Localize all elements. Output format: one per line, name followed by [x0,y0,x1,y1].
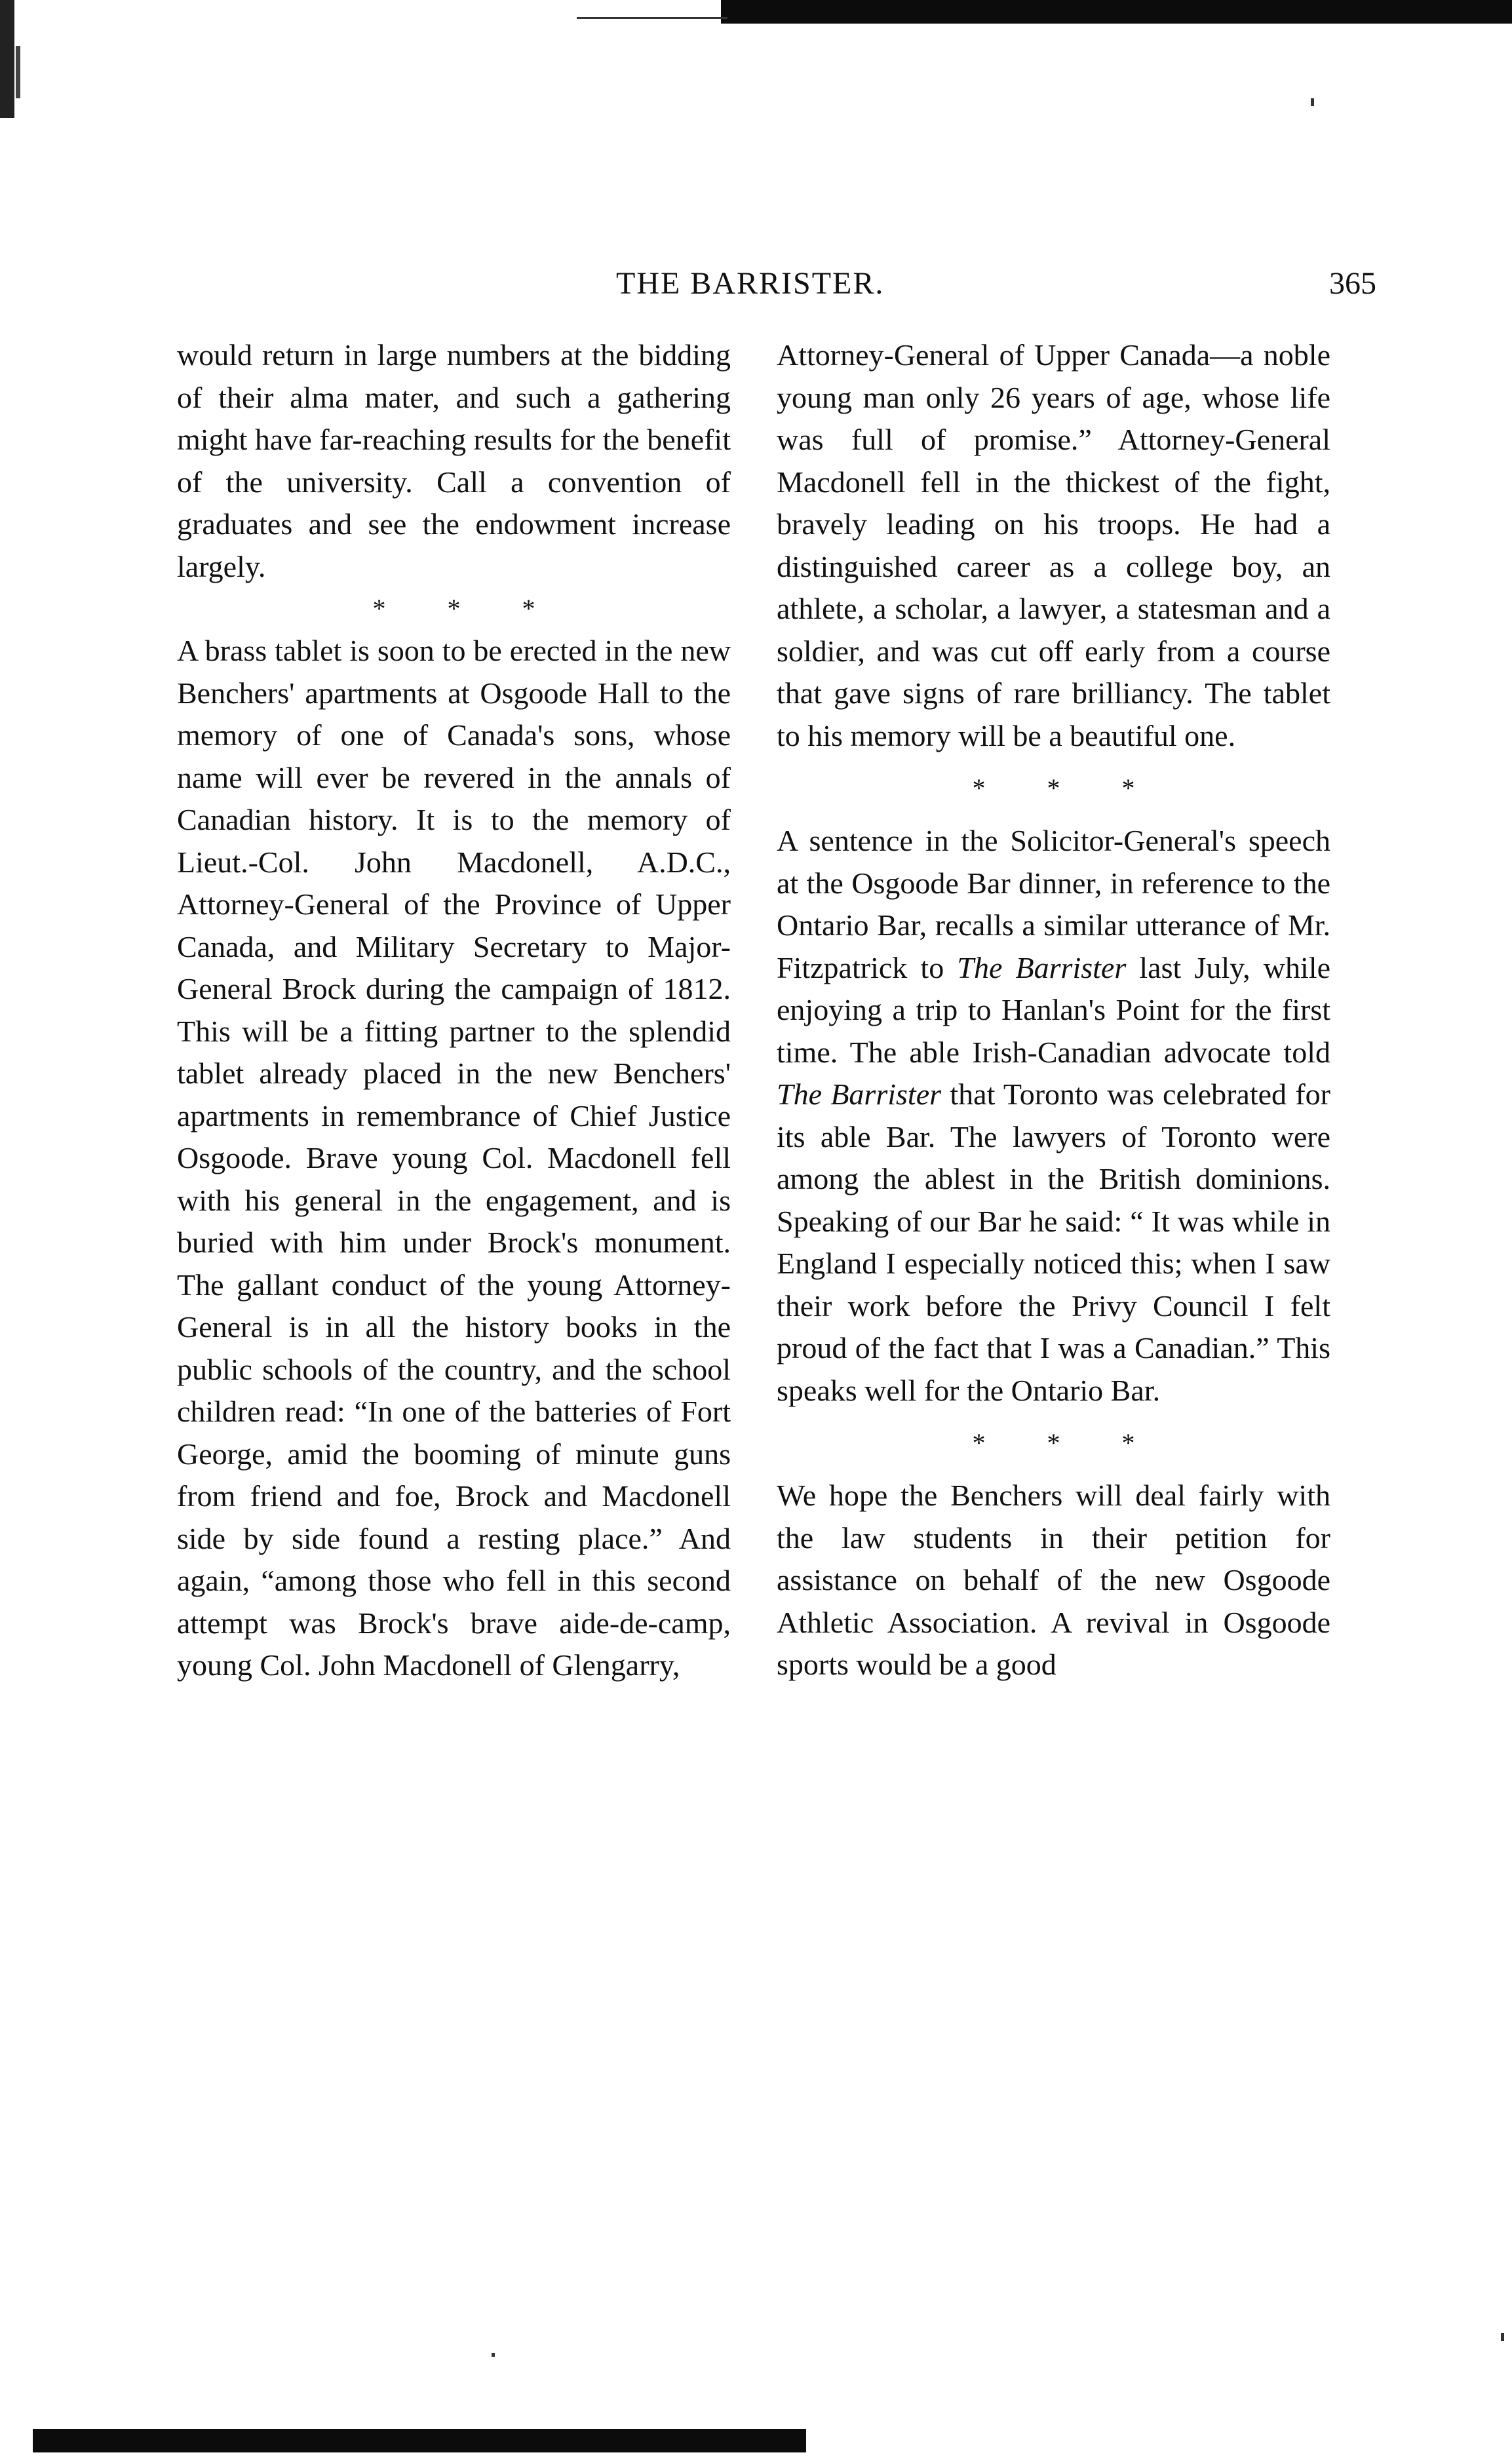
paragraph-text: last July, while enjoying a trip to Hanlan's Point for the first time. The able Irish-Canadian advocate told [777,950,1330,1069]
publication-title: The Barrister [777,1077,942,1111]
paragraph [777,820,1330,1412]
scan-speck [1501,2333,1504,2341]
right-column [777,334,1330,1686]
section-separator: * * * [972,773,1163,803]
paragraph-text: A sentence in the Solicitor-General's speech at the Osgoode Bar dinner, in reference to the Ontario Bar, recalls a similar utterance of Mr. Fitzpatrick to [777,824,1330,984]
scan-border-top [721,0,1512,24]
scan-border-bottom [33,2429,806,2452]
running-head: THE BARRISTER. [616,266,885,301]
paragraph: We hope the Benchers will deal fairly with the law students in their petition for assistance on behalf of the new Osgoode Athletic Association. A revival in Osgoode sports would be a good [777,1479,1330,1681]
paragraph: A brass tablet is soon to be erected in the new Benchers' apartments at Osgoode Hall to the memory of one of Canada's sons, whose name will ever be revered in the annals of Canadian history. It is to the memory of Lieut.-Col. John Macdonell, A.D.C., Attorney-General of the Province of Upper Canada, and Military Secretary to Major-General Brock during the campaign of 1812. This will be a fitting partner to the splendid tablet already placed in the new Benchers' apartments in remembrance of Chief Justice Osgoode. Brave young Col. Macdonell fell with his general in the engagement, and is buried with him under Brock's monument. The gallant conduct of the young Attorney-General is in all the history books in the public schools of the country, and the school children read: “In one of the batteries of Fort George, amid the booming of minute guns from friend and foe, Brock and Macdonell side by side found a resting place.” And again, “among those who fell in this second attempt was Brock's brave aide-de-camp, young Col. John Macdonell of Glengarry, [177,634,731,1682]
scan-speck [1311,98,1314,106]
scan-border-left-mark [16,46,20,98]
scan-speck [492,2353,495,2357]
paragraph: would return in large numbers at the bidding of their alma mater, and such a gathering might have far-reaching results for the benefit of the university. Call a convention of graduates and see the endowment increase largely. [177,338,731,583]
scan-line-top [577,17,727,19]
section-separator: * * * [372,594,563,623]
section-separator: * * * [972,1428,1163,1458]
page-header [177,265,1376,305]
page-number: 365 [1329,266,1376,301]
left-column [177,334,731,1687]
publication-title: The Barrister [957,950,1127,984]
scan-border-left [0,0,14,118]
paragraph-text: that Toronto was celebrated for its able Bar. The lawyers of Toronto were among the ablest in the British dominions. Speaking of our Bar he said: “ It was while in England I especially noticed this; when I saw their work before the Privy Council I felt proud of the fact that I was a Canadian.” This speaks well for the Ontario Bar. [777,1077,1330,1407]
paragraph: Attorney-General of Upper Canada—a noble young man only 26 years of age, whose life was full of promise.” Attorney-General Macdonell fell in the thickest of the fight, bravely leading on his troops. He had a distinguished career as a college boy, an athlete, a scholar, a lawyer, a statesman and a soldier, and was cut off early from a course that gave signs of rare brilliancy. The tablet to his memory will be a beautiful one. [777,338,1330,752]
